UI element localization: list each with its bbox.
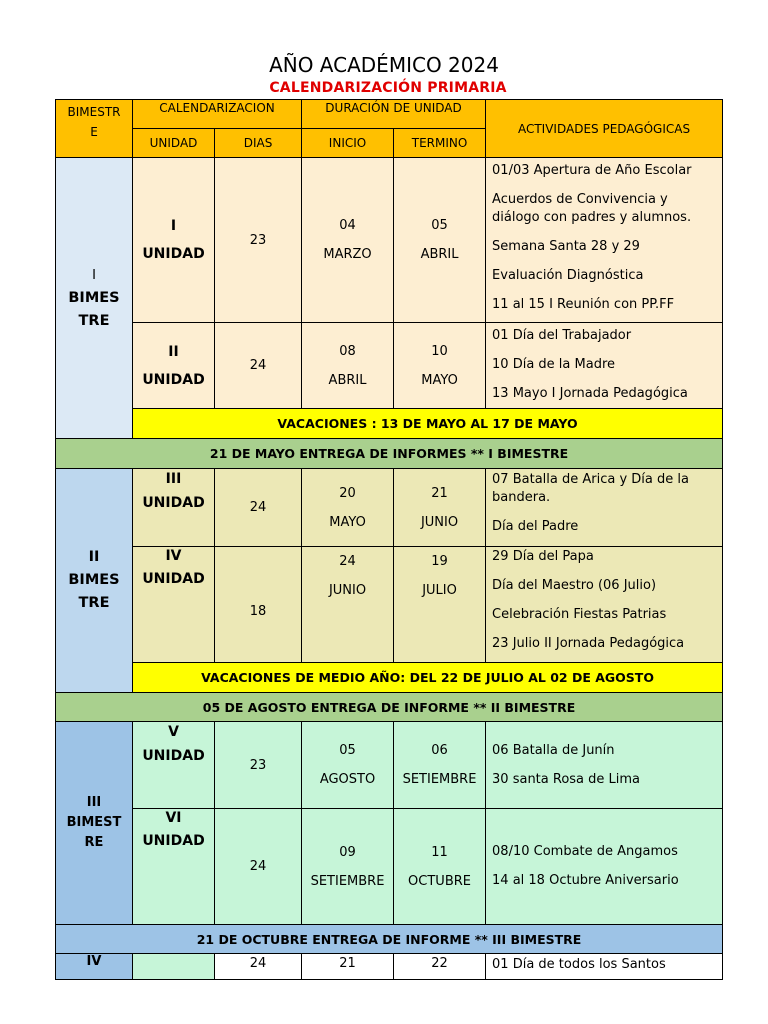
activity-item: 13 Mayo I Jornada Pedagógica (492, 386, 688, 401)
activity-item: Día del Padre (492, 519, 579, 534)
unit-start (302, 722, 394, 809)
unit-cell (133, 158, 215, 323)
unit-label: UNIDAD (142, 371, 205, 388)
bimestre-label-part1: BIMES (68, 572, 120, 588)
unit-start (302, 809, 394, 925)
unit-label: UNIDAD (142, 246, 205, 262)
unit-end (394, 158, 486, 323)
header-dias: DIAS (215, 129, 302, 158)
header-duracion: DURACIÓN DE UNIDAD (302, 100, 486, 129)
header-termino: TERMINO (394, 129, 486, 158)
end-day: 22 (394, 954, 486, 980)
end-day: 06 (431, 743, 448, 758)
end-day: 21 (431, 485, 448, 501)
unit-number: II (168, 343, 179, 360)
start-day: 20 (339, 485, 356, 501)
start-day: 24 (339, 554, 356, 569)
activity-item: 01 Día de todos los Santos (492, 957, 666, 972)
end-day: 11 (431, 844, 448, 860)
page-subtitle: CALENDARIZACIÓN PRIMARIA (269, 80, 507, 96)
unit-label: UNIDAD (142, 571, 205, 587)
bimestre-i-cell (56, 158, 133, 439)
bimestre-number: III (86, 795, 102, 810)
bimestre-label-part2: TRE (78, 595, 110, 611)
start-month: MAYO (329, 514, 366, 530)
page-title: AÑO ACADÉMICO 2024 (269, 53, 499, 77)
unit-days: 24 (215, 809, 302, 925)
unit-cell (133, 954, 215, 980)
activity-item: 01 Día del Trabajador (492, 328, 632, 343)
report-banner: 21 DE MAYO ENTREGA DE INFORMES ** I BIMESTRE (56, 439, 723, 469)
unit-activities (486, 547, 723, 663)
bimestre-iii-cell (56, 722, 133, 925)
unit-days: 18 (215, 547, 302, 663)
end-day: 10 (431, 343, 448, 359)
activity-item: 08/10 Combate de Angamos (492, 844, 678, 859)
unit-cell (133, 469, 215, 547)
bimestre-label-part2: RE (84, 835, 104, 850)
end-day: 19 (431, 554, 448, 569)
unit-number: III (165, 471, 182, 487)
unit-cell (133, 547, 215, 663)
header-calendarizacion: CALENDARIZACION (133, 100, 302, 129)
unit-activities (486, 954, 723, 980)
activity-item: Semana Santa 28 y 29 (492, 239, 640, 254)
unit-days: 23 (215, 722, 302, 809)
unit-days: 24 (215, 469, 302, 547)
unit-activities (486, 469, 723, 547)
unit-start (302, 158, 394, 323)
report-banner: 05 DE AGOSTO ENTREGA DE INFORME ** II BIMESTRE (56, 693, 723, 722)
unit-cell (133, 809, 215, 925)
start-day: 09 (339, 844, 356, 860)
bimestre-number: II (88, 549, 100, 565)
bimestre-label-part1: BIMES (68, 289, 120, 306)
start-month: MARZO (323, 247, 372, 262)
bimestre-ii-cell (56, 469, 133, 693)
calendar-table (55, 99, 723, 980)
unit-end (394, 469, 486, 547)
activity-item: 29 Día del Papa (492, 549, 594, 564)
activity-item: Evaluación Diagnóstica (492, 268, 644, 283)
start-month: ABRIL (328, 372, 367, 388)
start-day: 21 (302, 954, 394, 980)
end-month: ABRIL (420, 247, 459, 262)
activity-item: 10 Día de la Madre (492, 357, 616, 372)
unit-days: 23 (215, 158, 302, 323)
unit-number: IV (165, 548, 182, 564)
unit-cell (133, 323, 215, 409)
start-month: SETIEMBRE (310, 873, 385, 889)
end-day: 05 (431, 218, 448, 233)
activity-item: Celebración Fiestas Patrias (492, 607, 667, 622)
activity-item: 23 Julio II Jornada Pedagógica (492, 636, 685, 651)
end-month: OCTUBRE (408, 873, 471, 889)
unit-label: UNIDAD (142, 748, 205, 764)
activity-item: 07 Batalla de Arica y Día de la bandera. (492, 472, 689, 505)
unit-end (394, 323, 486, 409)
start-month: AGOSTO (319, 772, 376, 787)
end-month: JULIO (422, 583, 457, 598)
unit-days: 24 (215, 323, 302, 409)
unit-start (302, 547, 394, 663)
unit-label: UNIDAD (142, 495, 205, 511)
activity-item: Día del Maestro (06 Julio) (492, 578, 657, 593)
header-bimestre: BIMESTRE (56, 100, 133, 158)
unit-number: I (170, 218, 177, 234)
header-unidad: UNIDAD (133, 129, 215, 158)
unit-label: UNIDAD (142, 833, 205, 849)
vacation-banner: VACACIONES : 13 DE MAYO AL 17 DE MAYO (133, 409, 723, 439)
bimestre-number: I (92, 267, 96, 283)
bimestre-label-part1: BIMEST (66, 815, 122, 830)
unit-end (394, 547, 486, 663)
end-month: SETIEMBRE (402, 772, 477, 787)
unit-start (302, 469, 394, 547)
unit-start (302, 323, 394, 409)
header-inicio: INICIO (302, 129, 394, 158)
unit-number: V (168, 724, 179, 740)
unit-number: VI (165, 810, 182, 826)
unit-days: 24 (215, 954, 302, 980)
start-month: JUNIO (328, 583, 367, 598)
start-day: 04 (339, 218, 356, 233)
activity-item: 14 al 18 Octubre Aniversario (492, 873, 679, 888)
report-banner: 21 DE OCTUBRE ENTREGA DE INFORME ** III BIMESTRE (56, 925, 723, 954)
activity-item: 11 al 15 I Reunión con PP.FF (492, 297, 675, 312)
unit-activities (486, 158, 723, 323)
unit-end (394, 722, 486, 809)
start-day: 05 (339, 743, 356, 758)
activity-item: 06 Batalla de Junín (492, 742, 615, 758)
end-month: MAYO (421, 372, 458, 388)
vacation-banner: VACACIONES DE MEDIO AÑO: DEL 22 DE JULIO AL 02 DE AGOSTO (133, 663, 723, 693)
header-actividades: ACTIVIDADES PEDAGÓGICAS (486, 100, 723, 158)
activity-item: 30 santa Rosa de Lima (492, 771, 641, 787)
start-day: 08 (339, 343, 356, 359)
end-month: JUNIO (420, 514, 459, 530)
unit-activities (486, 809, 723, 925)
bimestre-iv-cell: IV (56, 954, 133, 980)
unit-activities (486, 722, 723, 809)
unit-end (394, 809, 486, 925)
activity-item: Acuerdos de Convivencia y diálogo con padres y alumnos. (492, 192, 692, 225)
bimestre-label-part2: TRE (78, 312, 110, 329)
unit-activities (486, 323, 723, 409)
activity-item: 01/03 Apertura de Año Escolar (492, 163, 692, 178)
unit-cell (133, 722, 215, 809)
